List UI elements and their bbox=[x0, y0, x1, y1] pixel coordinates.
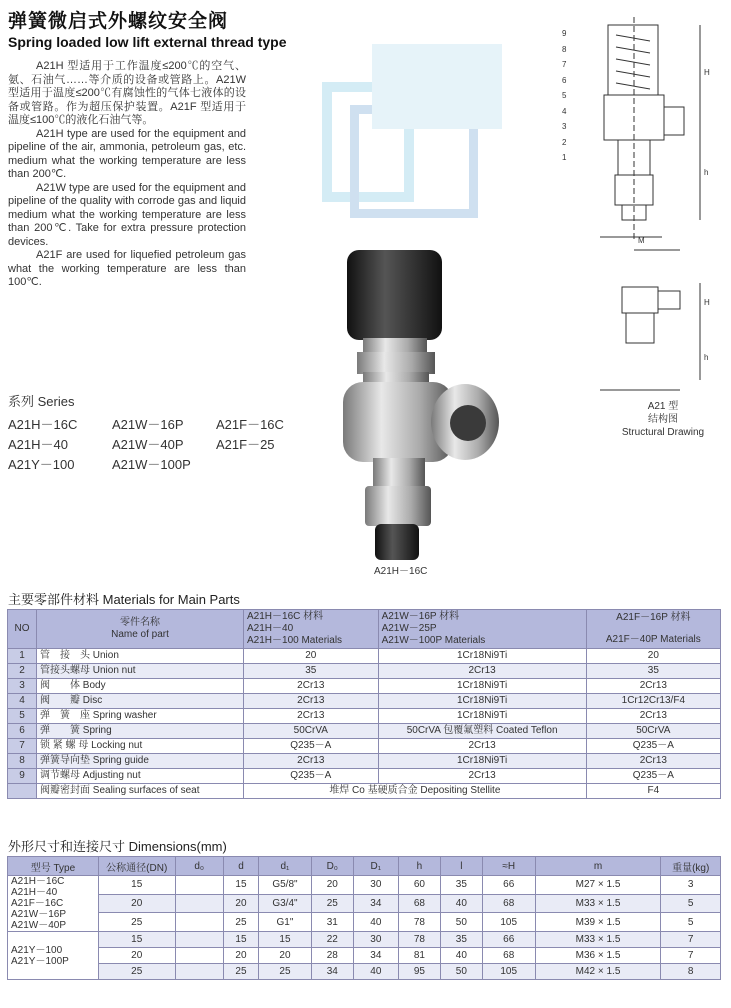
series-item: A21W－16P bbox=[112, 417, 184, 432]
cell: 2Cr13 bbox=[378, 664, 586, 679]
table-row bbox=[8, 932, 721, 948]
table-row bbox=[8, 784, 721, 799]
cell: 7 bbox=[8, 739, 37, 754]
cell: 68 bbox=[482, 894, 535, 913]
cell: 2Cr13 bbox=[244, 754, 379, 769]
cell: M36 × 1.5 bbox=[535, 948, 661, 964]
cell: 40 bbox=[353, 964, 398, 980]
structural-drawing bbox=[560, 15, 720, 395]
cell: 弹 簧 座 Spring washer bbox=[37, 709, 244, 724]
table-row bbox=[8, 694, 721, 709]
cell: 28 bbox=[311, 948, 353, 964]
cell: 20 bbox=[223, 894, 258, 913]
cell: 1Cr18Ni9Ti bbox=[378, 709, 586, 724]
cell: F4 bbox=[586, 784, 720, 799]
series-item: A21F－16C bbox=[216, 417, 284, 432]
cell: 7 bbox=[661, 932, 721, 948]
cell: 35 bbox=[440, 876, 482, 895]
table-row bbox=[8, 913, 721, 932]
column-header bbox=[378, 610, 586, 649]
part-number-label: 2 bbox=[562, 137, 567, 147]
cell: 95 bbox=[398, 964, 440, 980]
cell: 20 bbox=[98, 948, 175, 964]
cell: M33 × 1.5 bbox=[535, 932, 661, 948]
page-title: 弹簧微启式外螺纹安全阀 bbox=[8, 10, 229, 32]
cell: 15 bbox=[223, 932, 258, 948]
table-row bbox=[8, 649, 721, 664]
header-line: A21W－16P 材料 bbox=[381, 611, 460, 622]
cell: 105 bbox=[482, 913, 535, 932]
dimensions-table bbox=[7, 856, 721, 980]
cell: 25 bbox=[223, 964, 258, 980]
cell: 30 bbox=[353, 932, 398, 948]
table-row bbox=[8, 964, 721, 980]
cell: 40 bbox=[440, 948, 482, 964]
cell bbox=[175, 894, 223, 913]
cell: 20 bbox=[311, 876, 353, 895]
part-number-label: 4 bbox=[562, 106, 567, 116]
cell: 50 bbox=[440, 913, 482, 932]
cell: 2Cr13 bbox=[244, 679, 379, 694]
cell: 20 bbox=[259, 948, 312, 964]
table-row bbox=[8, 739, 721, 754]
cell: 34 bbox=[311, 964, 353, 980]
cell: 9 bbox=[8, 769, 37, 784]
cell: 8 bbox=[8, 754, 37, 769]
cell: 78 bbox=[398, 913, 440, 932]
cell: G3/4" bbox=[259, 894, 312, 913]
cell: 6 bbox=[8, 724, 37, 739]
description-en-a21w: A21W type are used for the equipment and pipeline of the quality with corrode gas and liquid medium what the working temperature are less than 200℃. Take for extra pressure protection devices. bbox=[8, 181, 246, 248]
header-line: Name of part bbox=[111, 629, 169, 640]
cell: 34 bbox=[353, 948, 398, 964]
cell: 5 bbox=[8, 709, 37, 724]
table-row bbox=[8, 876, 721, 895]
header-line: A21F－16P 材料 bbox=[616, 612, 691, 623]
cell: 15 bbox=[98, 932, 175, 948]
cell: 40 bbox=[353, 913, 398, 932]
series-item: A21Y－100 bbox=[8, 457, 75, 472]
cell: 105 bbox=[482, 964, 535, 980]
series-item: A21W－40P bbox=[112, 437, 184, 452]
cell: 20 bbox=[98, 894, 175, 913]
table-row bbox=[8, 894, 721, 913]
column-header: ≈H bbox=[482, 857, 535, 876]
cell: 管接头螺母 Union nut bbox=[37, 664, 244, 679]
cell: 阀 体 Body bbox=[37, 679, 244, 694]
cell: 50CrVA bbox=[244, 724, 379, 739]
cell: 2Cr13 bbox=[586, 679, 720, 694]
cell: 81 bbox=[398, 948, 440, 964]
cell: 阀 瓣 Disc bbox=[37, 694, 244, 709]
table-row bbox=[8, 709, 721, 724]
drawing-caption-line: 结构图 bbox=[648, 414, 678, 425]
cell bbox=[175, 913, 223, 932]
table-row bbox=[8, 664, 721, 679]
cell: 调节螺母 Adjusting nut bbox=[37, 769, 244, 784]
series-item: A21F－25 bbox=[216, 437, 275, 452]
cell: 50CrVA bbox=[586, 724, 720, 739]
table-row bbox=[8, 948, 721, 964]
cell: 1Cr18Ni9Ti bbox=[378, 754, 586, 769]
page-subtitle: Spring loaded low lift external thread type bbox=[8, 34, 287, 50]
description-cn: A21H 型适用于工作温度≤200℃的空气、氨、石油气……等介质的设备或管路上。A21W 型适用于温度≤200℃有腐蚀性的气体七液体的设备或管路。作为超压保护装置。A21F 型适用于温度≤100℃的液化石油气等。 bbox=[8, 60, 246, 126]
cell: 20 bbox=[223, 948, 258, 964]
table-row bbox=[8, 754, 721, 769]
cell: 60 bbox=[398, 876, 440, 895]
part-number-label: 5 bbox=[562, 91, 567, 100]
cell bbox=[175, 948, 223, 964]
column-header: d₁ bbox=[259, 857, 312, 876]
cell: Q235－A bbox=[244, 739, 379, 754]
cell: M27 × 1.5 bbox=[535, 876, 661, 895]
cell: 5 bbox=[661, 894, 721, 913]
cell: 弹簧导向垫 Spring guide bbox=[37, 754, 244, 769]
cell: 2Cr13 bbox=[244, 694, 379, 709]
cell: 2Cr13 bbox=[586, 709, 720, 724]
dimensions-table-body bbox=[8, 876, 721, 980]
cell: 15 bbox=[259, 932, 312, 948]
cell bbox=[175, 932, 223, 948]
cell: 50 bbox=[440, 964, 482, 980]
series-item: A21H－40 bbox=[8, 437, 68, 452]
materials-table bbox=[7, 609, 721, 799]
column-header: 重量(kg) bbox=[661, 857, 721, 876]
part-number-label: 6 bbox=[562, 75, 567, 85]
cell: 40 bbox=[440, 894, 482, 913]
table-header-row bbox=[8, 857, 721, 876]
part-number-labels bbox=[562, 26, 566, 166]
cell: 2Cr13 bbox=[244, 709, 379, 724]
column-header bbox=[244, 610, 379, 649]
cell: Q235－A bbox=[244, 769, 379, 784]
cell: 2Cr13 bbox=[378, 739, 586, 754]
cell: 阀瓣密封面 Sealing surfaces of seat bbox=[37, 784, 244, 799]
table-row bbox=[8, 679, 721, 694]
cell: 2Cr13 bbox=[378, 769, 586, 784]
decorative-panel bbox=[372, 44, 502, 129]
series-item: A21W－100P bbox=[112, 457, 191, 472]
cell: 管 接 头 Union bbox=[37, 649, 244, 664]
type-cell: A21H－16C A21H－40 A21F－16C A21W－16P A21W－40P bbox=[8, 876, 99, 932]
cell: Q235－A bbox=[586, 769, 720, 784]
column-header: D₁ bbox=[353, 857, 398, 876]
cell: 31 bbox=[311, 913, 353, 932]
column-header: d bbox=[223, 857, 258, 876]
series-heading: 系列 Series bbox=[8, 394, 75, 409]
materials-table-body bbox=[8, 649, 721, 784]
cell: 78 bbox=[398, 932, 440, 948]
cell: 1Cr18Ni9Ti bbox=[378, 649, 586, 664]
cell: 3 bbox=[8, 679, 37, 694]
cell: 1Cr18Ni9Ti bbox=[378, 694, 586, 709]
column-header: D₀ bbox=[311, 857, 353, 876]
cell: M42 × 1.5 bbox=[535, 964, 661, 980]
cell: G5/8" bbox=[259, 876, 312, 895]
drawing-caption-line: Structural Drawing bbox=[621, 427, 705, 438]
cell: G1" bbox=[259, 913, 312, 932]
materials-heading: 主要零部件材料 Materials for Main Parts bbox=[8, 592, 240, 607]
cell bbox=[175, 964, 223, 980]
cell: 1Cr18Ni9Ti bbox=[378, 679, 586, 694]
cell: 堆焊 Co 基硬质合金 Depositing Stellite bbox=[244, 784, 587, 799]
cell: 7 bbox=[661, 948, 721, 964]
cell: 1 bbox=[8, 649, 37, 664]
cell: 50CrVA 包覆氟塑料 Coated Teflon bbox=[378, 724, 586, 739]
column-header bbox=[37, 610, 244, 649]
cell: 34 bbox=[353, 894, 398, 913]
cell: Q235－A bbox=[586, 739, 720, 754]
drawing-caption bbox=[618, 400, 708, 439]
part-number-label: 9 bbox=[562, 29, 567, 38]
header-line: A21H－40 bbox=[247, 623, 294, 634]
cell: 25 bbox=[223, 913, 258, 932]
header-line: 零件名称 bbox=[120, 617, 160, 628]
cell: 2Cr13 bbox=[586, 754, 720, 769]
part-number-label: 1 bbox=[562, 153, 567, 162]
description-en-a21h: A21H type are used for the equipment and pipeline of the air, ammonia, petroleum gas, etc. medium what the working temperature are less than 200℃. bbox=[8, 127, 246, 180]
cell: 8 bbox=[661, 964, 721, 980]
type-cell: A21Y－100 A21Y－100P bbox=[8, 932, 99, 980]
cell: 22 bbox=[311, 932, 353, 948]
column-header: m bbox=[535, 857, 661, 876]
header-line: A21W－25P bbox=[381, 623, 437, 634]
svg-text:h: h bbox=[704, 168, 709, 177]
svg-text:H: H bbox=[704, 298, 710, 307]
cell: 5 bbox=[661, 913, 721, 932]
series-list bbox=[8, 414, 316, 473]
cell: 1Cr12Cr13/F4 bbox=[586, 694, 720, 709]
column-header: l bbox=[440, 857, 482, 876]
column-header: NO bbox=[8, 610, 37, 649]
description-en-a21f: A21F are used for liquefied petroleum gas what the working temperature are less than 100℃. bbox=[8, 249, 246, 288]
column-header bbox=[586, 610, 720, 649]
cell bbox=[8, 784, 37, 799]
cell: 25 bbox=[98, 913, 175, 932]
part-number-label: 7 bbox=[562, 60, 567, 69]
description bbox=[8, 60, 246, 290]
column-header: 公称通径(DN) bbox=[98, 857, 175, 876]
cell: M33 × 1.5 bbox=[535, 894, 661, 913]
header-line: A21F－40P Materials bbox=[605, 634, 701, 645]
svg-text:H: H bbox=[704, 68, 710, 77]
header-line: A21H－16C 材料 bbox=[247, 611, 324, 622]
cell: 4 bbox=[8, 694, 37, 709]
cell: 35 bbox=[586, 664, 720, 679]
cell: 25 bbox=[98, 964, 175, 980]
valve-photo bbox=[335, 240, 515, 570]
column-header: 型号 Type bbox=[8, 857, 99, 876]
cell: 20 bbox=[244, 649, 379, 664]
dimensions-heading: 外形尺寸和连接尺寸 Dimensions(mm) bbox=[8, 839, 227, 854]
column-header: h bbox=[398, 857, 440, 876]
cell bbox=[175, 876, 223, 895]
table-header-row bbox=[8, 610, 721, 649]
cell: 35 bbox=[440, 932, 482, 948]
series-item: A21H－16C bbox=[8, 417, 78, 432]
cell: 15 bbox=[223, 876, 258, 895]
cell: 66 bbox=[482, 932, 535, 948]
part-number-label: 8 bbox=[562, 44, 567, 54]
cell: 68 bbox=[398, 894, 440, 913]
header-line: A21W－100P Materials bbox=[381, 635, 486, 646]
photo-caption: A21H－16C bbox=[374, 566, 428, 577]
cell: 68 bbox=[482, 948, 535, 964]
part-number-label: 3 bbox=[562, 122, 567, 131]
svg-text:M: M bbox=[638, 236, 645, 245]
cell: 25 bbox=[311, 894, 353, 913]
cell: 66 bbox=[482, 876, 535, 895]
svg-text:h: h bbox=[704, 353, 709, 362]
cell: 弹 簧 Spring bbox=[37, 724, 244, 739]
cell: 3 bbox=[661, 876, 721, 895]
header-line: A21H－100 Materials bbox=[247, 635, 343, 646]
cell: 15 bbox=[98, 876, 175, 895]
cell: 20 bbox=[586, 649, 720, 664]
table-row bbox=[8, 724, 721, 739]
drawing-caption-line: A21 型 bbox=[647, 401, 679, 412]
cell: 35 bbox=[244, 664, 379, 679]
cell: 25 bbox=[259, 964, 312, 980]
cell: M39 × 1.5 bbox=[535, 913, 661, 932]
cell: 2 bbox=[8, 664, 37, 679]
cell: 30 bbox=[353, 876, 398, 895]
column-header: d₀ bbox=[175, 857, 223, 876]
table-row bbox=[8, 769, 721, 784]
cell: 锁 紧 螺 母 Locking nut bbox=[37, 739, 244, 754]
